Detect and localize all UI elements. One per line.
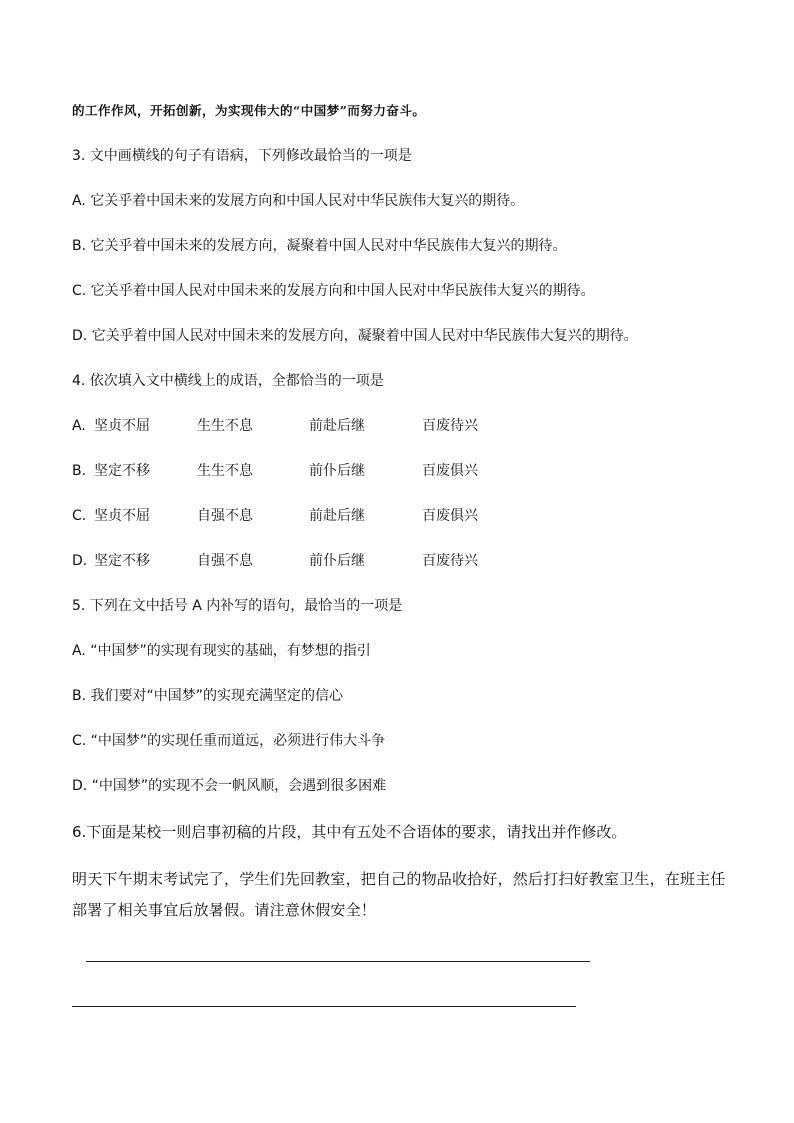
question-5-option-b[interactable]: B. 我们要对“中国梦”的实现充满坚定的信心 <box>72 688 344 704</box>
option-label: C. <box>72 508 87 524</box>
option-label: D. <box>72 553 88 569</box>
idiom-2: 生生不息 <box>197 463 253 479</box>
idiom-2: 生生不息 <box>197 418 253 434</box>
carryover-text: 的工作作风，开拓创新，为实现伟大的“中国梦”而努力奋斗。 <box>72 103 426 118</box>
question-3-option-c[interactable]: C. 它关乎着中国人民对中国未来的发展方向和中国人民对中华民族伟大复兴的期待。 <box>72 283 595 299</box>
option-label: A. <box>72 418 86 434</box>
question-5-option-c[interactable]: C. “中国梦”的实现任重而道远，必须进行伟大斗争 <box>72 733 386 749</box>
idiom-4: 百废待兴 <box>422 553 478 569</box>
question-4-stem: 4. 依次填入文中横线上的成语，全都恰当的一项是 <box>72 373 384 389</box>
idiom-3: 前仆后继 <box>309 553 365 569</box>
answer-line-2[interactable] <box>72 1006 576 1007</box>
idiom-2: 自强不息 <box>197 553 253 569</box>
question-5-stem: 5. 下列在文中括号 A 内补写的语句，最恰当的一项是 <box>72 598 403 614</box>
option-label: B. <box>72 463 87 479</box>
question-6-passage: 明天下午期末考试完了，学生们先回教室，把自己的物品收拾好，然后打扫好教室卫生，在班主任部署了相关事宜后放暑假。请注意休假安全！ <box>72 870 726 919</box>
idiom-4: 百废待兴 <box>422 418 478 434</box>
idiom-3: 前仆后继 <box>309 463 365 479</box>
idiom-4: 百废俱兴 <box>422 508 478 524</box>
idiom-4: 百废俱兴 <box>422 463 478 479</box>
question-3-option-a[interactable]: A. 它关乎着中国未来的发展方向和中国人民对中华民族伟大复兴的期待。 <box>72 193 525 209</box>
question-5-option-d[interactable]: D. “中国梦”的实现不会一帆风顺，会遇到很多困难 <box>72 778 387 794</box>
idiom-2: 自强不息 <box>197 508 253 524</box>
question-6-stem: 6.下面是某校一则启事初稿的片段，其中有五处不合语体的要求，请找出并作修改。 <box>72 823 627 841</box>
question-3-option-d[interactable]: D. 它关乎着中国人民对中国未来的发展方向，凝聚着中国人民对中华民族伟大复兴的期待。 <box>72 328 638 344</box>
question-3-option-b[interactable]: B. 它关乎着中国未来的发展方向，凝聚着中国人民对中华民族伟大复兴的期待。 <box>72 238 567 254</box>
idiom-1: 坚定不移 <box>94 553 150 569</box>
idiom-1: 坚贞不屈 <box>94 508 150 524</box>
idiom-3: 前赴后继 <box>309 418 365 434</box>
idiom-3: 前赴后继 <box>309 508 365 524</box>
answer-line-1[interactable] <box>86 961 590 962</box>
idiom-1: 坚定不移 <box>94 463 150 479</box>
question-5-option-a[interactable]: A. “中国梦”的实现有现实的基础，有梦想的指引 <box>72 643 371 659</box>
idiom-1: 坚贞不屈 <box>94 418 150 434</box>
question-3-stem: 3. 文中画横线的句子有语病，下列修改最恰当的一项是 <box>72 148 412 164</box>
